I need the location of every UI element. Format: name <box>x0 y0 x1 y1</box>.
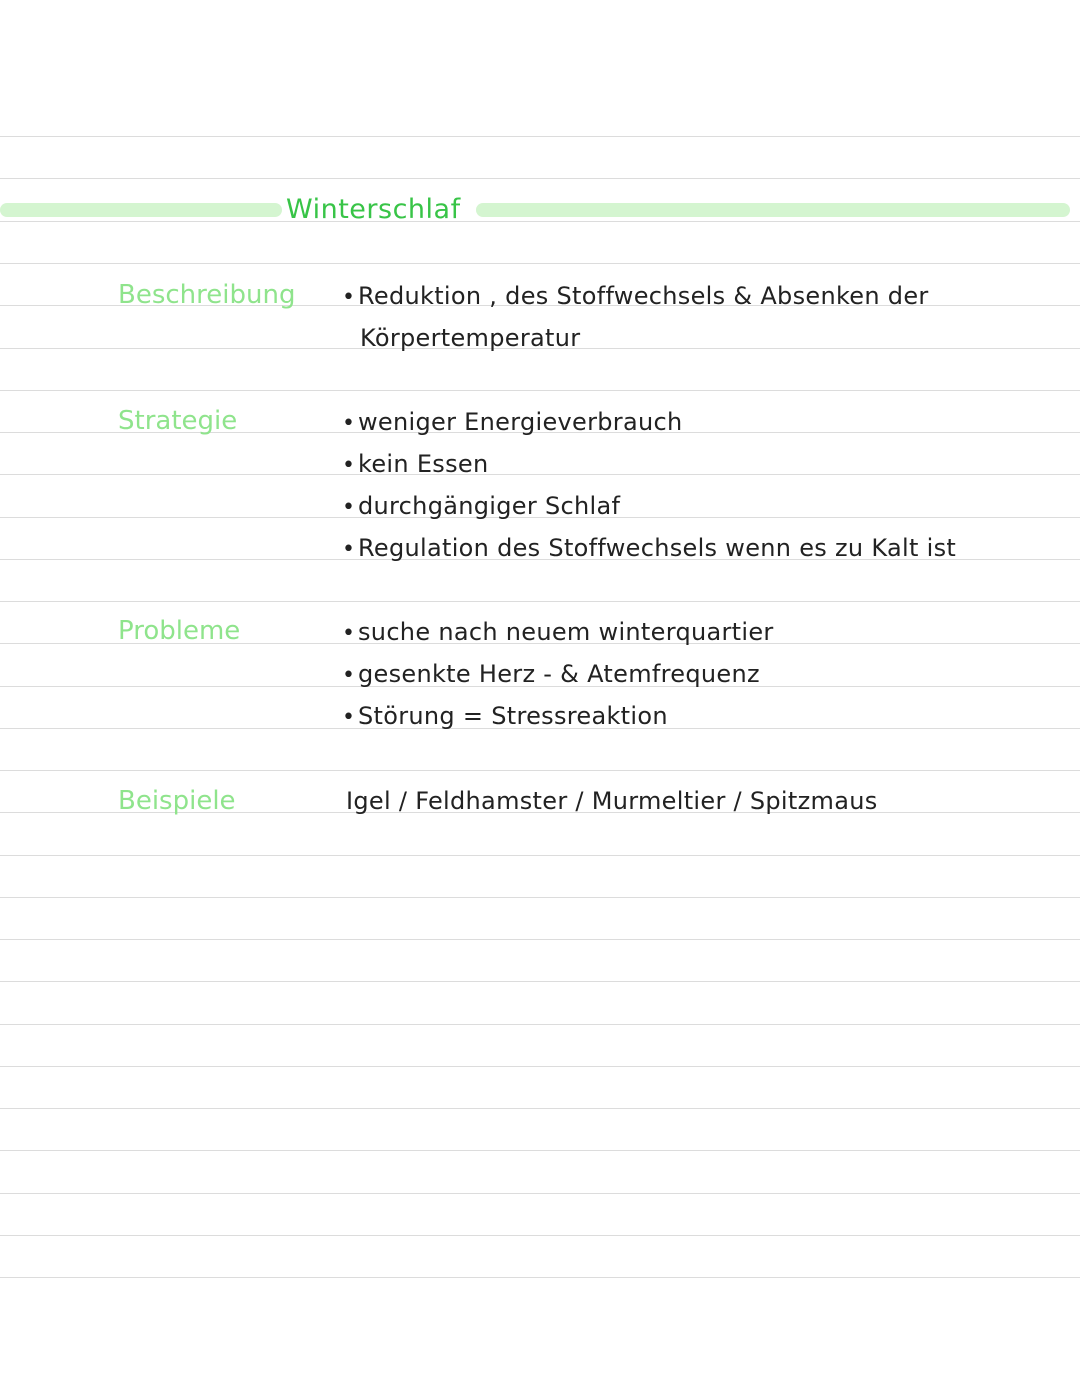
ruled-line <box>0 981 1080 982</box>
strategie-item <box>342 450 488 478</box>
ruled-line <box>0 770 1080 771</box>
bullet-icon: • <box>342 537 356 562</box>
beschreibung-line <box>342 282 929 310</box>
probleme-item <box>342 660 760 688</box>
ruled-line <box>0 601 1080 602</box>
ruled-line <box>0 1277 1080 1278</box>
label-strategie: Strategie <box>118 406 238 436</box>
ruled-line <box>0 390 1080 391</box>
ruled-line <box>0 1024 1080 1025</box>
bullet-icon: • <box>342 411 356 436</box>
title-highlight-right <box>476 203 1070 217</box>
ruled-line <box>0 1193 1080 1194</box>
page-title: Winterschlaf <box>286 194 461 225</box>
beispiele-text: Igel / Feldhamster / Murmeltier / Spitzmaus <box>346 787 878 815</box>
beschreibung-text: Reduktion , des Stoffwechsels & Absenken der <box>358 282 929 310</box>
beschreibung-text: Körpertemperatur <box>360 324 581 352</box>
label-beispiele: Beispiele <box>118 786 236 816</box>
probleme-item <box>342 618 774 646</box>
beschreibung-line <box>360 324 580 352</box>
ruled-line <box>0 939 1080 940</box>
ruled-line <box>0 136 1080 137</box>
ruled-line <box>0 1066 1080 1067</box>
ruled-line <box>0 1235 1080 1236</box>
ruled-line <box>0 1150 1080 1151</box>
probleme-item-text: Störung = Stressreaktion <box>358 702 668 730</box>
strategie-item-text: Regulation des Stoffwechsels wenn es zu Kalt ist <box>358 534 957 562</box>
ruled-line <box>0 897 1080 898</box>
ruled-line <box>0 474 1080 475</box>
title-highlight-left <box>0 203 282 217</box>
strategie-item <box>342 408 683 436</box>
strategie-item-text: durchgängiger Schlaf <box>358 492 621 520</box>
probleme-item-text: suche nach neuem winterquartier <box>358 618 774 646</box>
bullet-icon: • <box>342 705 356 730</box>
strategie-item-text: weniger Energieverbrauch <box>358 408 683 436</box>
bullet-icon: • <box>342 663 356 688</box>
strategie-item-text: kein Essen <box>358 450 489 478</box>
ruled-line <box>0 178 1080 179</box>
ruled-line <box>0 221 1080 222</box>
label-beschreibung: Beschreibung <box>118 280 296 310</box>
bullet-icon: • <box>342 495 356 520</box>
strategie-item <box>342 492 620 520</box>
bullet-icon: • <box>342 453 356 478</box>
bullet-icon: • <box>342 621 356 646</box>
label-probleme: Probleme <box>118 616 241 646</box>
ruled-line <box>0 855 1080 856</box>
bullet-icon: • <box>342 285 356 310</box>
ruled-line <box>0 263 1080 264</box>
strategie-item <box>342 534 956 562</box>
ruled-line <box>0 1108 1080 1109</box>
probleme-item <box>342 702 668 730</box>
probleme-item-text: gesenkte Herz - & Atemfrequenz <box>358 660 760 688</box>
